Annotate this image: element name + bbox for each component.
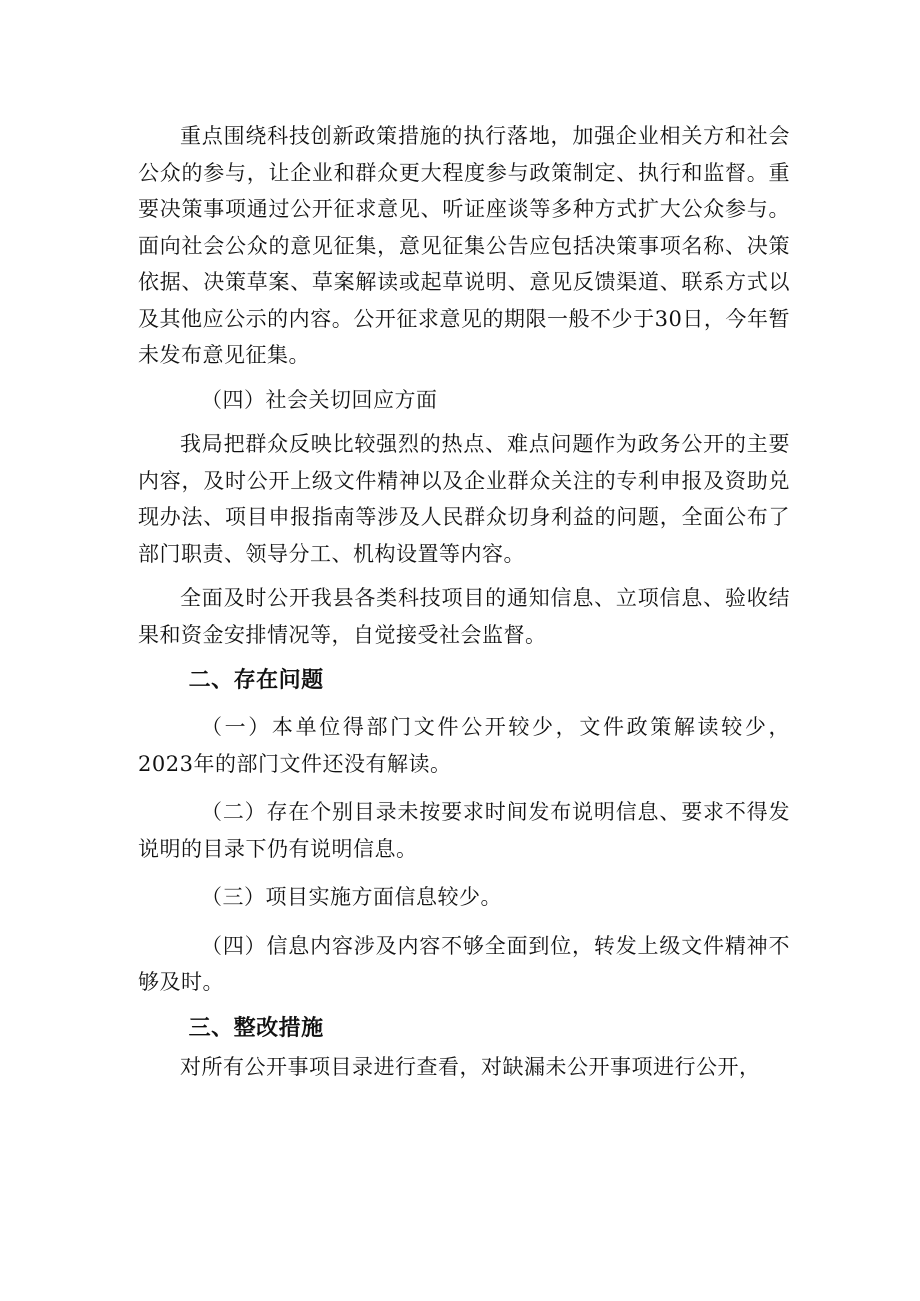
paragraph-project-disclosure: 全面及时公开我县各类科技项目的通知信息、立项信息、验收结果和资金安排情况等，自觉接受社会监督。 xyxy=(138,586,790,647)
section-heading-measures: 三、整改措施 xyxy=(188,1015,324,1041)
problem-item-3: （三）项目实施方面信息较少。 xyxy=(201,885,502,909)
problem-item-2: （二）存在个别目录未按要求时间发布说明信息、要求不得发说明的目录下仍有说明信息。 xyxy=(138,800,790,861)
paragraph-public-participation: 重点围绕科技创新政策措施的执行落地，加强企业相关方和社会公众的参与，让企业和群众更大程度参与政策制定、执行和监督。重要决策事项通过公开征求意见、听证座谈等多种方式扩大公众参与。面向社会公众的意见征集，意见征集公告应包括决策事项名称、决策依据、决策草案、草案解读或起草说明、意见反馈渠道、联系方式以及其他应公示的内容。公开征求意见的期限一般不少于30日，今年暂未发布意见征集。 xyxy=(138,124,790,367)
section-heading-problems: 二、存在问题 xyxy=(188,668,324,693)
document-body xyxy=(138,118,790,1085)
problem-item-4: （四）信息内容涉及内容不够全面到位，转发上级文件精神不够及时。 xyxy=(138,933,790,994)
subheading-social-concern: （四）社会关切回应方面 xyxy=(201,387,438,412)
problem-item-1: （一）本单位得部门文件公开较少，文件政策解读较少，2023年的部门文件还没有解读。 xyxy=(138,715,790,776)
paragraph-hot-issues: 我局把群众反映比较强烈的热点、难点问题作为政务公开的主要内容，及时公开上级文件精神以及企业群众关注的专利申报及资助兑现办法、项目申报指南等涉及人民群众切身利益的问题，全面公布了部门职责、领导分工、机构设置等内容。 xyxy=(138,432,790,566)
paragraph-measures: 对所有公开事项目录进行查看，对缺漏未公开事项进行公开， xyxy=(180,1054,761,1079)
